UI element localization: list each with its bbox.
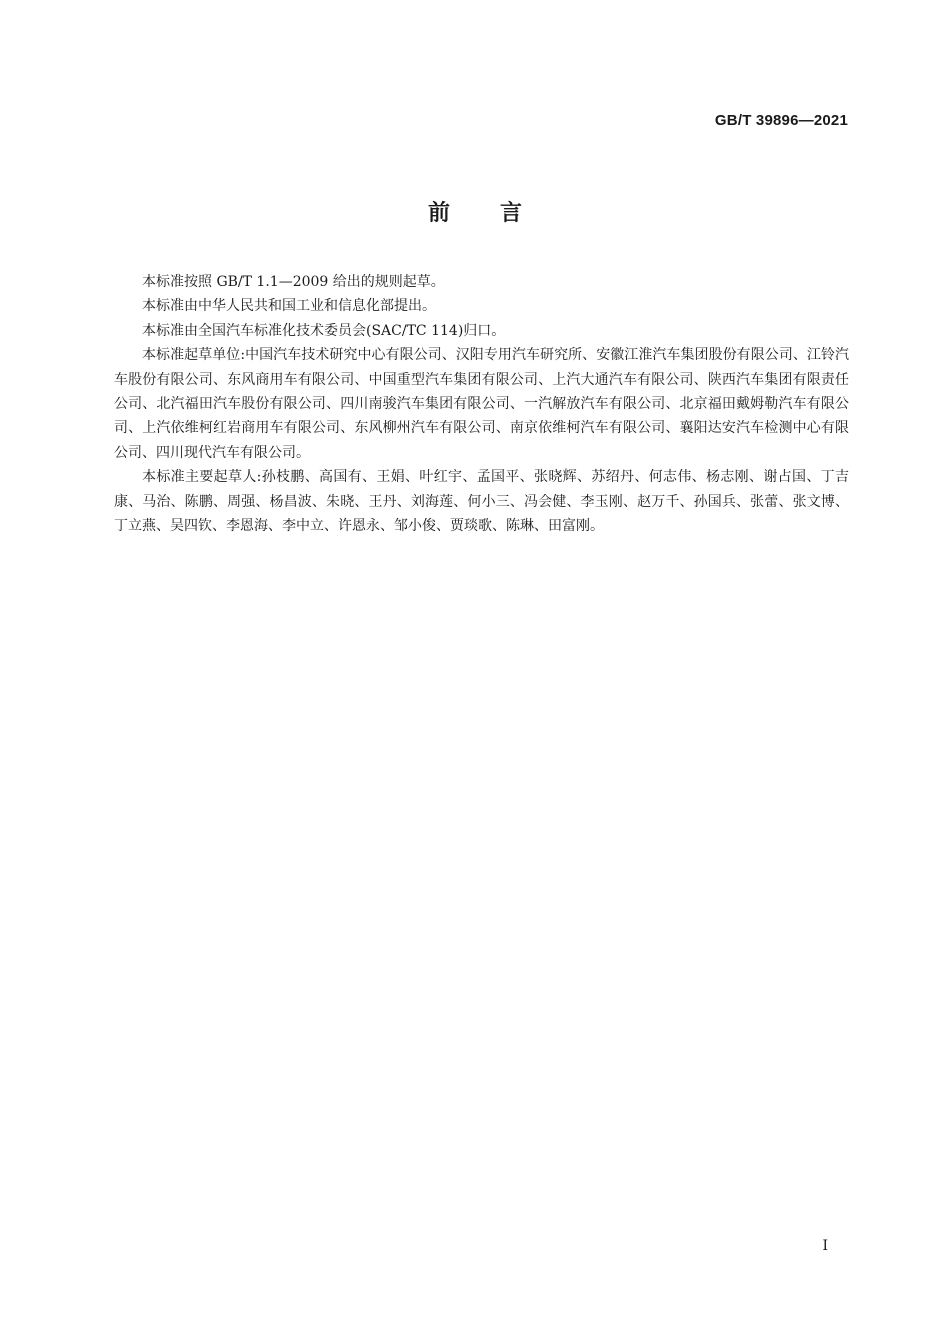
paragraph-jurisdiction: 本标准由全国汽车标准化技术委员会(SAC/TC 114)归口。 — [142, 322, 506, 339]
page-title — [0, 196, 950, 227]
paragraph-drafters: 本标准主要起草人:孙枝鹏、高国有、王娟、叶红宇、孟国平、张晓辉、苏绍丹、何志伟、杨志刚、谢占国、丁吉康、马治、陈鹏、周强、杨昌波、朱晓、王丹、刘海莲、何小三、冯会健、李玉刚、赵万千、孙国兵、张蕾、张文博、丁立燕、吴四钦、李恩海、李中立、许恩永、邹小俊、贾琰歌、陈琳、田富刚。 — [114, 469, 849, 535]
foreword-body — [114, 270, 849, 538]
paragraph-drafting-units: 本标准起草单位:中国汽车技术研究中心有限公司、汉阳专用汽车研究所、安徽江淮汽车集团股份有限公司、江铃汽车股份有限公司、东风商用车有限公司、中国重型汽车集团有限公司、上汽大通汽车有限公司、陕西汽车集团有限责任公司、北汽福田汽车股份有限公司、四川南骏汽车集团有限公司、一汽解放汽车有限公司、北京福田戴姆勒汽车有限公司、上汽依维柯红岩商用车有限公司、东风柳州汽车有限公司、南京依维柯汽车有限公司、襄阳达安汽车检测中心有限公司、四川现代汽车有限公司。 — [114, 347, 849, 461]
title-char-2: 言 — [500, 201, 523, 226]
standard-code: GB/T 39896—2021 — [714, 112, 848, 129]
title-char-1: 前 — [427, 201, 450, 226]
paragraph-drafting-rules: 本标准按照 GB/T 1.1—2009 给出的规则起草。 — [142, 274, 445, 290]
paragraph-proposer: 本标准由中华人民共和国工业和信息化部提出。 — [142, 298, 436, 315]
page-number: I — [822, 1238, 828, 1254]
